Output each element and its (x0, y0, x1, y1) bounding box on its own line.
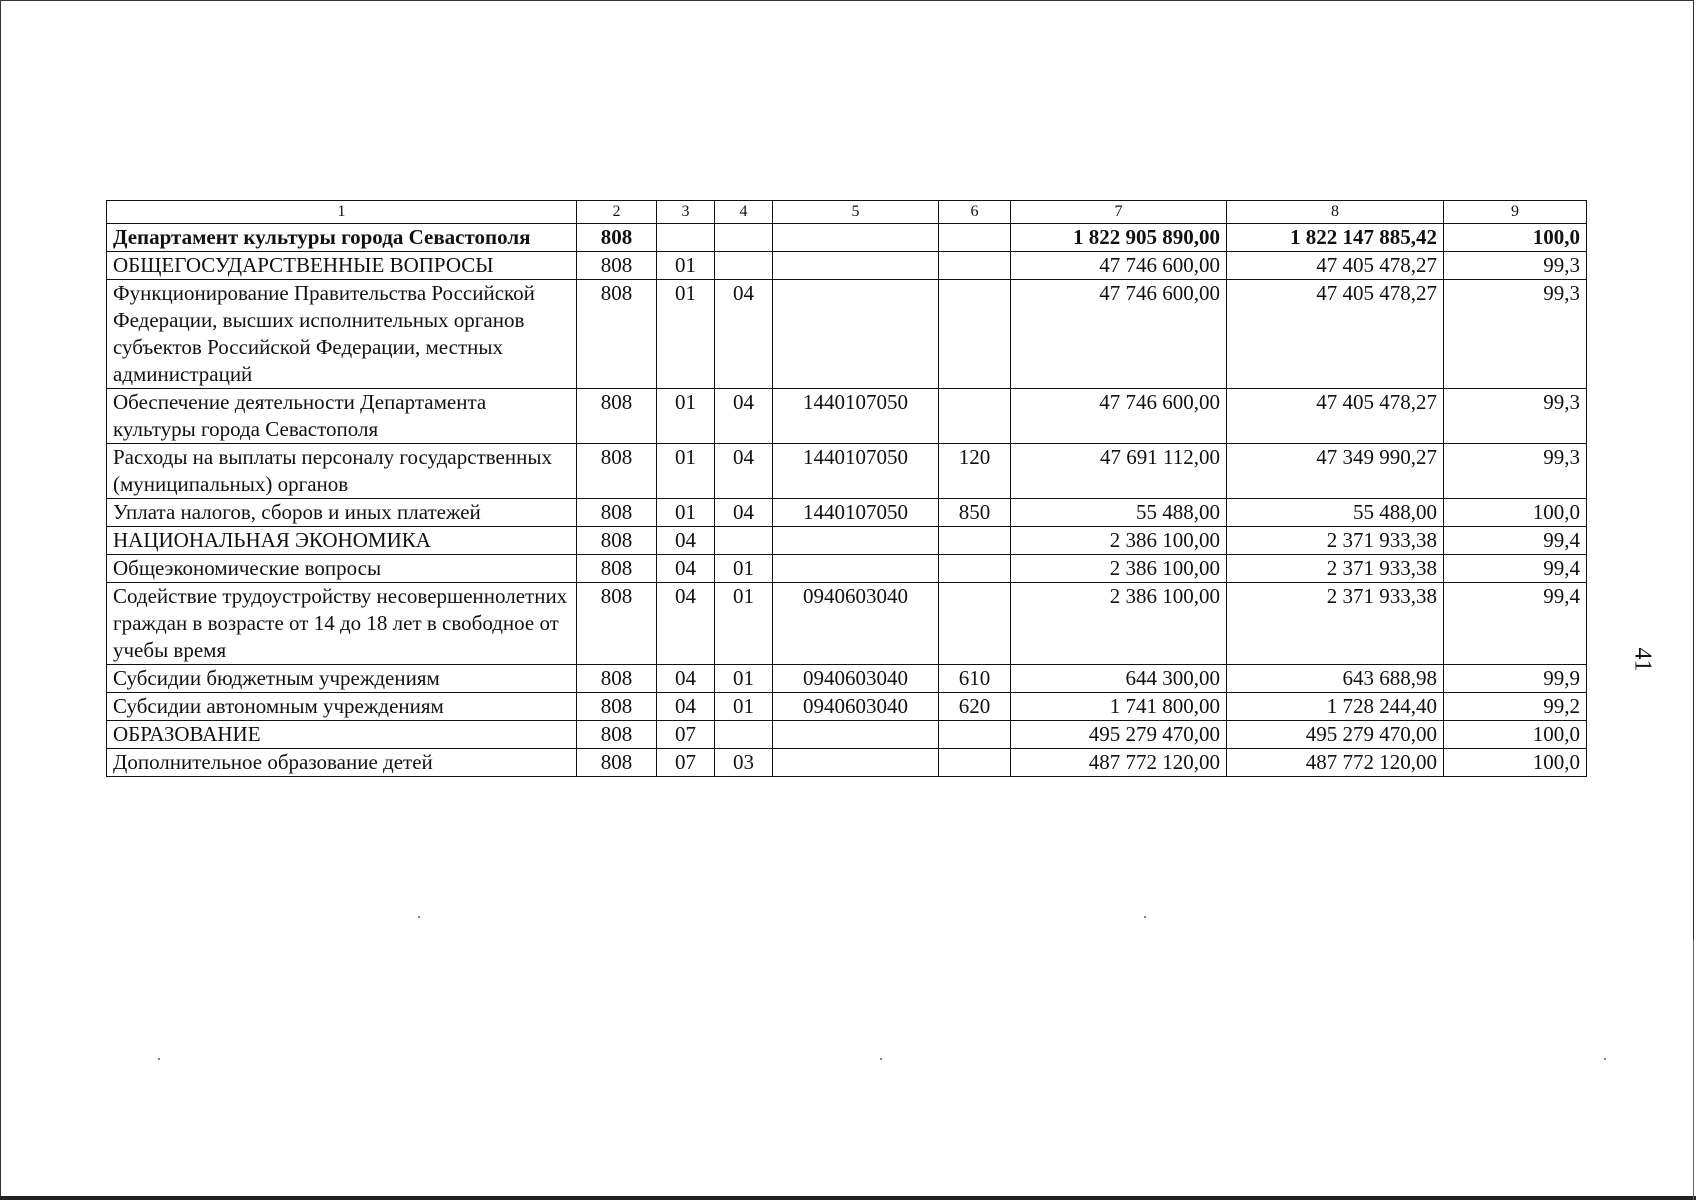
cell-c6: 620 (939, 693, 1011, 721)
row-name-cell: Департамент культуры города Севастополя (107, 224, 577, 252)
cell-c8: 2 371 933,38 (1227, 527, 1444, 555)
cell-c5 (773, 252, 939, 280)
scan-speck (158, 1058, 160, 1060)
table-row (107, 224, 1587, 252)
cell-c4 (715, 721, 773, 749)
row-name-cell: Субсидии бюджетным учреждениям (107, 665, 577, 693)
cell-c8: 47 405 478,27 (1227, 280, 1444, 389)
table-row (107, 665, 1587, 693)
cell-c9: 99,4 (1444, 527, 1587, 555)
scan-edge-right (1693, 940, 1694, 1200)
row-name-cell: Субсидии автономным учреждениям (107, 693, 577, 721)
cell-c7: 1 822 905 890,00 (1011, 224, 1227, 252)
cell-c9: 99,3 (1444, 444, 1587, 499)
cell-c5: 1440107050 (773, 444, 939, 499)
cell-c4 (715, 224, 773, 252)
column-number: 5 (773, 201, 939, 224)
cell-c9: 100,0 (1444, 224, 1587, 252)
cell-c2: 808 (577, 499, 657, 527)
cell-c6 (939, 555, 1011, 583)
cell-c6 (939, 527, 1011, 555)
table-row (107, 749, 1587, 777)
cell-c8: 2 371 933,38 (1227, 555, 1444, 583)
column-number: 2 (577, 201, 657, 224)
cell-c8: 643 688,98 (1227, 665, 1444, 693)
cell-c4: 01 (715, 555, 773, 583)
row-name-cell: Уплата налогов, сборов и иных платежей (107, 499, 577, 527)
cell-c8: 487 772 120,00 (1227, 749, 1444, 777)
cell-c6 (939, 749, 1011, 777)
cell-c4: 04 (715, 280, 773, 389)
cell-c6 (939, 252, 1011, 280)
cell-c2: 808 (577, 555, 657, 583)
cell-c3: 04 (657, 583, 715, 665)
row-name-cell: НАЦИОНАЛЬНАЯ ЭКОНОМИКА (107, 527, 577, 555)
cell-c3: 04 (657, 555, 715, 583)
table-row (107, 252, 1587, 280)
cell-c2: 808 (577, 444, 657, 499)
cell-c7: 47 746 600,00 (1011, 389, 1227, 444)
cell-c8: 1 822 147 885,42 (1227, 224, 1444, 252)
cell-c2: 808 (577, 389, 657, 444)
table-row (107, 693, 1587, 721)
column-number: 9 (1444, 201, 1587, 224)
cell-c7: 2 386 100,00 (1011, 555, 1227, 583)
cell-c9: 99,3 (1444, 252, 1587, 280)
table-row (107, 444, 1587, 499)
cell-c7: 1 741 800,00 (1011, 693, 1227, 721)
table-row (107, 389, 1587, 444)
cell-c9: 99,3 (1444, 280, 1587, 389)
cell-c2: 808 (577, 280, 657, 389)
column-number: 1 (107, 201, 577, 224)
table-row (107, 527, 1587, 555)
cell-c3: 04 (657, 693, 715, 721)
cell-c4: 01 (715, 693, 773, 721)
row-name-cell: Содействие трудоустройству несовершеннолетних граждан в возрасте от 14 до 18 лет в свободное от учебы время (107, 583, 577, 665)
cell-c7: 644 300,00 (1011, 665, 1227, 693)
column-number: 7 (1011, 201, 1227, 224)
cell-c8: 495 279 470,00 (1227, 721, 1444, 749)
cell-c3 (657, 224, 715, 252)
cell-c4: 01 (715, 583, 773, 665)
cell-c4: 04 (715, 389, 773, 444)
cell-c6 (939, 280, 1011, 389)
cell-c8: 47 349 990,27 (1227, 444, 1444, 499)
cell-c3: 07 (657, 749, 715, 777)
cell-c5: 0940603040 (773, 665, 939, 693)
scan-speck (1604, 1058, 1606, 1060)
cell-c5: 0940603040 (773, 693, 939, 721)
table-row (107, 721, 1587, 749)
cell-c2: 808 (577, 224, 657, 252)
table-row (107, 583, 1587, 665)
scan-edge (0, 1196, 1696, 1200)
cell-c4: 04 (715, 499, 773, 527)
cell-c3: 04 (657, 665, 715, 693)
cell-c2: 808 (577, 749, 657, 777)
scan-speck (1144, 916, 1146, 918)
cell-c4 (715, 252, 773, 280)
cell-c9: 100,0 (1444, 499, 1587, 527)
row-name-cell: Расходы на выплаты персоналу государственных (муниципальных) органов (107, 444, 577, 499)
cell-c6 (939, 583, 1011, 665)
cell-c6: 610 (939, 665, 1011, 693)
row-name-cell: Функционирование Правительства Российской Федерации, высших исполнительных органов субъектов Российской Федерации, местных администраций (107, 280, 577, 389)
cell-c2: 808 (577, 583, 657, 665)
cell-c5: 1440107050 (773, 389, 939, 444)
table-row (107, 280, 1587, 389)
cell-c9: 99,2 (1444, 693, 1587, 721)
cell-c8: 55 488,00 (1227, 499, 1444, 527)
table-row (107, 555, 1587, 583)
cell-c9: 99,3 (1444, 389, 1587, 444)
row-name-cell: Обеспечение деятельности Департамента культуры города Севастополя (107, 389, 577, 444)
cell-c9: 99,9 (1444, 665, 1587, 693)
table-body (107, 201, 1587, 777)
cell-c3: 01 (657, 444, 715, 499)
cell-c4: 01 (715, 665, 773, 693)
cell-c4: 04 (715, 444, 773, 499)
scan-speck (418, 916, 420, 918)
cell-c3: 01 (657, 389, 715, 444)
cell-c7: 55 488,00 (1011, 499, 1227, 527)
column-number: 3 (657, 201, 715, 224)
cell-c8: 2 371 933,38 (1227, 583, 1444, 665)
cell-c5 (773, 527, 939, 555)
column-number: 8 (1227, 201, 1444, 224)
cell-c5: 0940603040 (773, 583, 939, 665)
cell-c8: 47 405 478,27 (1227, 389, 1444, 444)
cell-c7: 487 772 120,00 (1011, 749, 1227, 777)
cell-c8: 47 405 478,27 (1227, 252, 1444, 280)
cell-c4 (715, 527, 773, 555)
cell-c5 (773, 280, 939, 389)
row-name-cell: Дополнительное образование детей (107, 749, 577, 777)
cell-c3: 01 (657, 499, 715, 527)
cell-c6 (939, 224, 1011, 252)
cell-c2: 808 (577, 252, 657, 280)
cell-c5: 1440107050 (773, 499, 939, 527)
cell-c2: 808 (577, 721, 657, 749)
cell-c7: 2 386 100,00 (1011, 527, 1227, 555)
cell-c4: 03 (715, 749, 773, 777)
cell-c3: 01 (657, 252, 715, 280)
cell-c9: 100,0 (1444, 721, 1587, 749)
cell-c5 (773, 224, 939, 252)
column-number: 4 (715, 201, 773, 224)
cell-c5 (773, 749, 939, 777)
cell-c7: 47 746 600,00 (1011, 252, 1227, 280)
row-name-cell: ОБЩЕГОСУДАРСТВЕННЫЕ ВОПРОСЫ (107, 252, 577, 280)
page-number: 41 (1629, 647, 1656, 672)
cell-c9: 100,0 (1444, 749, 1587, 777)
cell-c7: 47 746 600,00 (1011, 280, 1227, 389)
cell-c3: 01 (657, 280, 715, 389)
cell-c8: 1 728 244,40 (1227, 693, 1444, 721)
table-row (107, 499, 1587, 527)
cell-c9: 99,4 (1444, 583, 1587, 665)
scan-speck (880, 1058, 882, 1060)
cell-c6: 120 (939, 444, 1011, 499)
column-number-row (107, 201, 1587, 224)
cell-c2: 808 (577, 665, 657, 693)
cell-c2: 808 (577, 693, 657, 721)
cell-c7: 2 386 100,00 (1011, 583, 1227, 665)
cell-c3: 07 (657, 721, 715, 749)
cell-c9: 99,4 (1444, 555, 1587, 583)
cell-c5 (773, 721, 939, 749)
cell-c3: 04 (657, 527, 715, 555)
cell-c5 (773, 555, 939, 583)
cell-c7: 47 691 112,00 (1011, 444, 1227, 499)
cell-c7: 495 279 470,00 (1011, 721, 1227, 749)
budget-table (106, 200, 1587, 777)
cell-c6 (939, 721, 1011, 749)
cell-c6: 850 (939, 499, 1011, 527)
cell-c2: 808 (577, 527, 657, 555)
column-number: 6 (939, 201, 1011, 224)
row-name-cell: Общеэкономические вопросы (107, 555, 577, 583)
row-name-cell: ОБРАЗОВАНИЕ (107, 721, 577, 749)
cell-c6 (939, 389, 1011, 444)
